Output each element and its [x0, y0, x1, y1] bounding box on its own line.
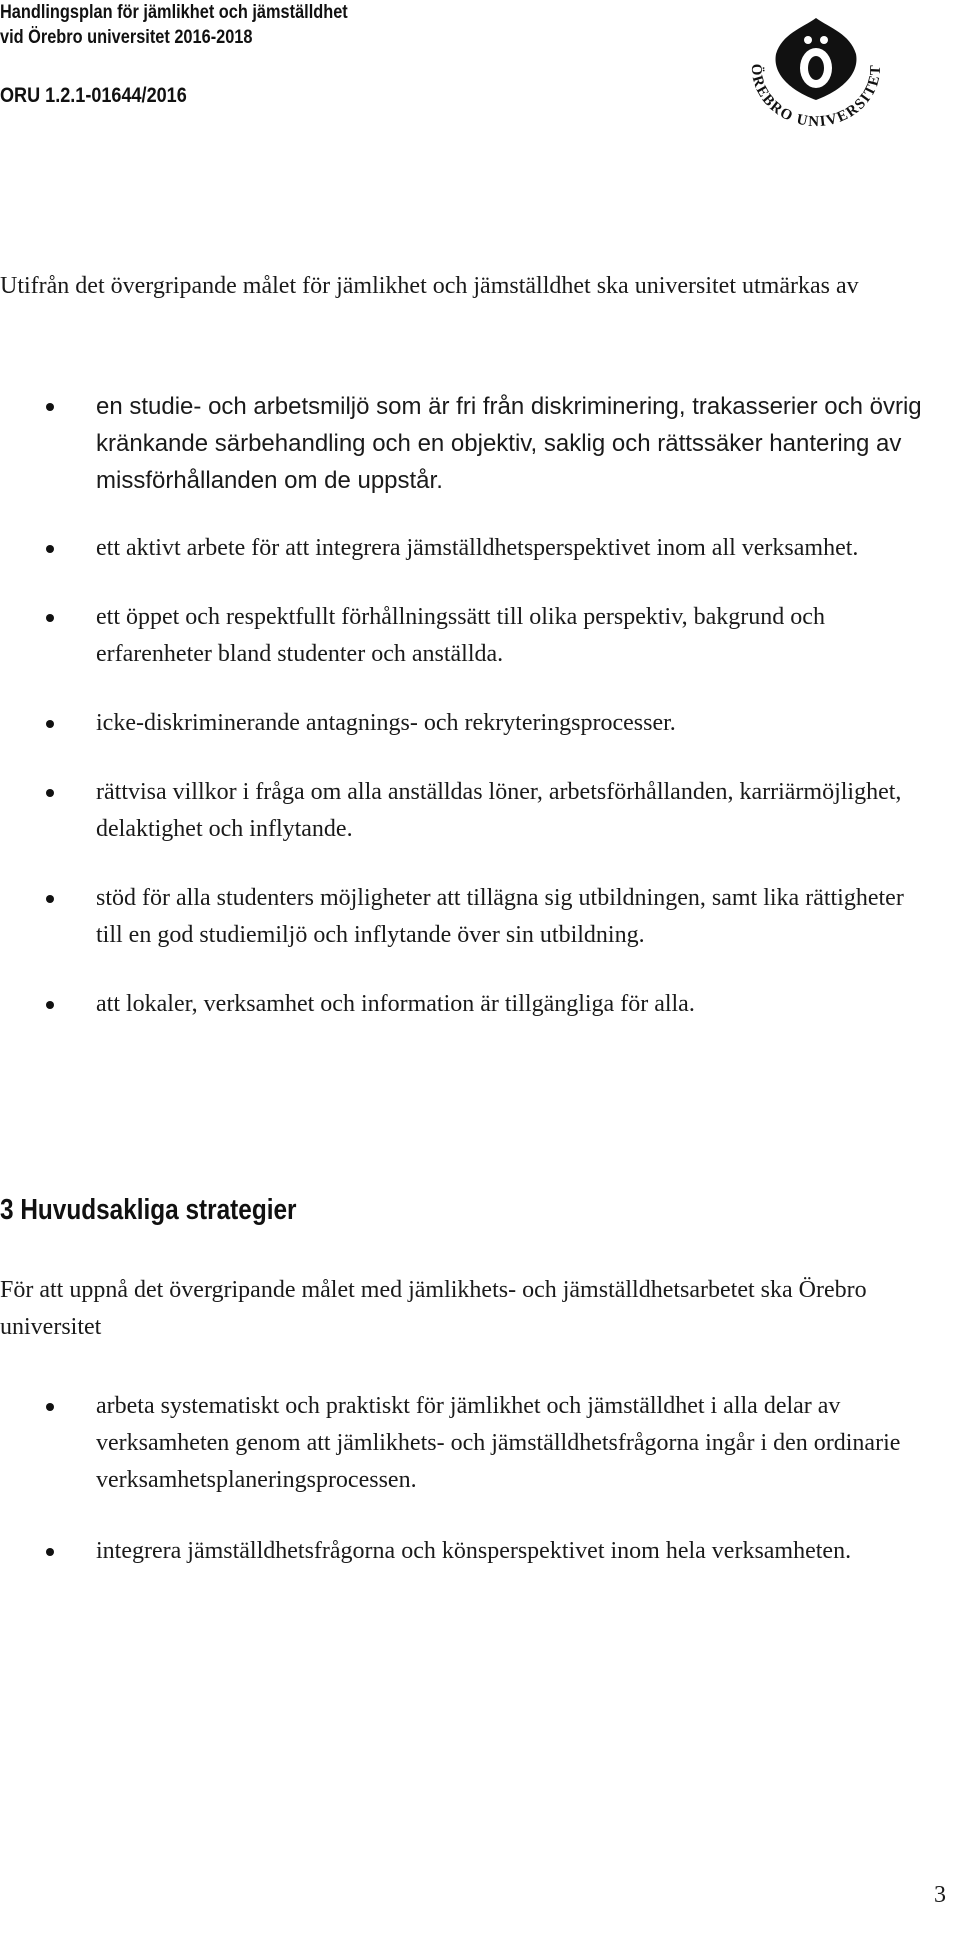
bullet-icon [46, 720, 54, 728]
document-header-title [0, 0, 348, 50]
section-heading: 3 Huvudsakliga strategier [0, 1194, 297, 1226]
list-item [0, 880, 930, 954]
list-item [0, 986, 930, 1023]
list-item [0, 705, 930, 742]
strategies-intro-paragraph: För att uppnå det övergripande målet med jämlikhets- och jämställdhetsarbetet ska Örebro universitet [0, 1277, 867, 1340]
bullet-icon [46, 789, 54, 797]
document-reference-number: ORU 1.2.1-01644/2016 [0, 84, 187, 107]
page-number: 3 [934, 1882, 946, 1908]
orebro-university-logo [738, 16, 894, 134]
goal-text: att lokaler, verksamhet och information är tillgängliga för alla. [96, 991, 695, 1017]
list-item [0, 1533, 930, 1570]
bullet-icon [46, 614, 54, 622]
strategies-list [0, 1388, 930, 1570]
header-title-line-2: vid Örebro universitet 2016-2018 [0, 27, 253, 48]
bullet-icon [46, 545, 54, 553]
goal-text: stöd för alla studenters möjligheter att tillägna sig utbildningen, samt lika rättigheter till en god studiemiljö och inflytande över sin utbildning. [96, 885, 904, 948]
strategy-text: arbeta systematiskt och praktiskt för jämlikhet och jämställdhet i alla delar av verksamheten genom att jämlikhets- och jämställdhetsfrågorna ingår i den ordinarie verksamhetsplaneringsprocessen. [96, 1393, 901, 1493]
goal-text: rättvisa villkor i fråga om alla anställdas löner, arbetsförhållanden, karriärmöjlighet, delaktighet och inflytande. [96, 779, 902, 842]
list-item [0, 388, 930, 499]
bullet-icon [46, 1403, 54, 1411]
list-item [0, 774, 930, 848]
list-item [0, 1388, 930, 1499]
logo-text: ÖREBRO UNIVERSITET [747, 63, 885, 131]
goal-text: en studie- och arbetsmiljö som är fri från diskriminering, trakasserier och övrig kränkande särbehandling och en objektiv, saklig och rättssäker hantering av missförhållanden om de uppstår. [96, 393, 922, 494]
goal-text: ett aktivt arbete för att integrera jämställdhetsperspektivet inom all verksamhet. [96, 535, 859, 561]
goal-text: icke-diskriminerande antagnings- och rekryteringsprocesser. [96, 710, 676, 736]
bullet-icon [46, 403, 54, 411]
goals-list [0, 388, 930, 1023]
bullet-icon [46, 895, 54, 903]
list-item [0, 599, 930, 673]
bullet-icon [46, 1548, 54, 1556]
bullet-icon [46, 1001, 54, 1009]
goal-text: ett öppet och respektfullt förhållningssätt till olika perspektiv, bakgrund och erfarenheter bland studenter och anställda. [96, 604, 825, 667]
strategy-text: integrera jämställdhetsfrågorna och könsperspektivet inom hela verksamheten. [96, 1538, 852, 1564]
list-item [0, 530, 930, 567]
intro-paragraph: Utifrån det övergripande målet för jämlikhet och jämställdhet ska universitet utmärkas av [0, 273, 859, 299]
header-title-line-1: Handlingsplan för jämlikhet och jämställdhet [0, 2, 348, 23]
